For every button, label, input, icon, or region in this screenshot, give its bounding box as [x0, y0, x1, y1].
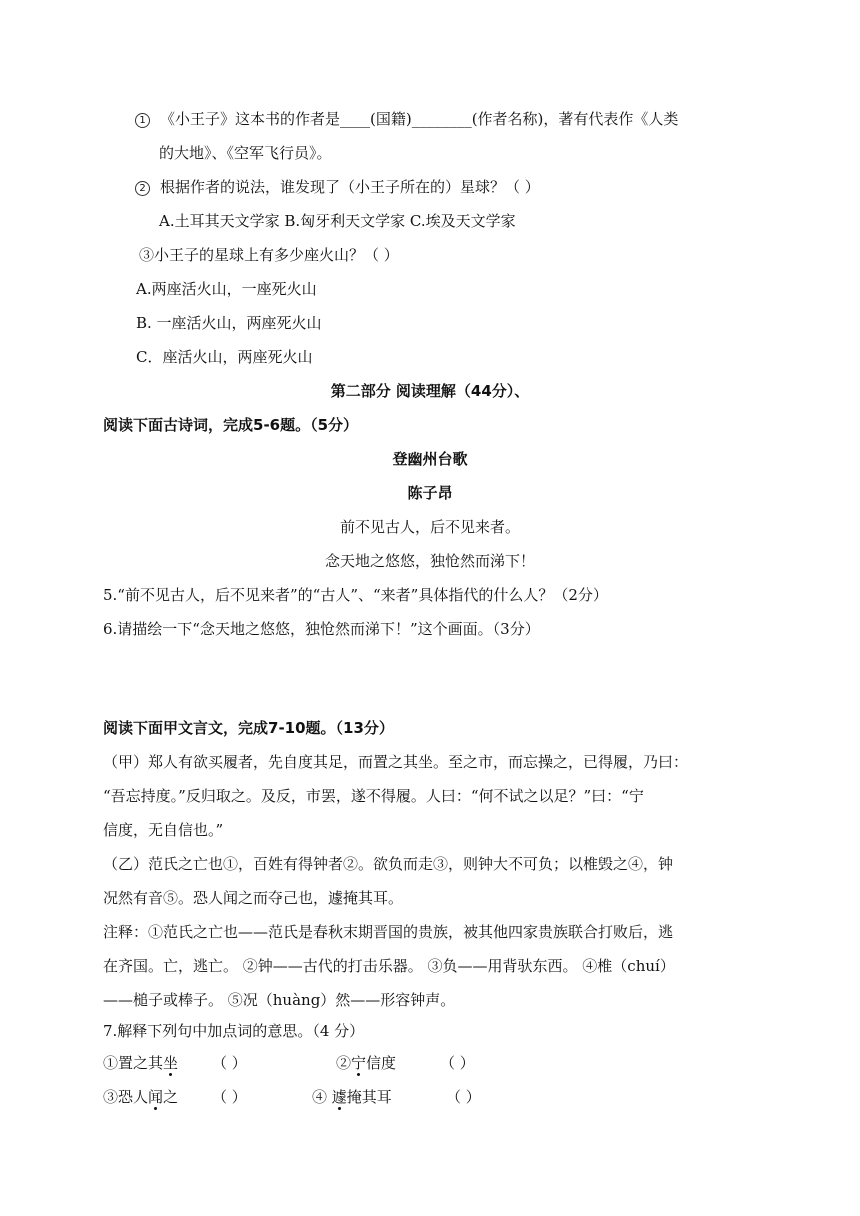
q7-item-4-blank: （ ） [446, 1088, 481, 1106]
passage-jia-line-1: （甲）郑人有欲买履者，先自度其足，而置之其坐。至之市，而忘操之，已得履，乃曰： [103, 753, 689, 771]
passage-yi-line-2: 况然有音⑤。恐人闻之而夺己也，遽掩其耳。 [103, 889, 404, 907]
poem-line-2: 念天地之悠悠，独怆然而涕下！ [324, 552, 535, 570]
part2-heading: 第二部分 阅读理解（44分）、 [330, 382, 530, 400]
dotted-char: 闻 [148, 1088, 164, 1106]
q7-item-1-blank: （ ） [212, 1054, 247, 1072]
passage-jia-line-2: “吾忘持度。”反归取之。及反，市罢，遂不得履。人曰：“何不试之以足？”曰：“宁 [103, 787, 644, 805]
poem-line-1: 前不见古人，后不见来者。 [339, 518, 520, 536]
poem-instructions: 阅读下面古诗词，完成5-6题。（5分） [103, 416, 359, 434]
question-7: 7.解释下列句中加点词的意思。（4 分） [103, 1022, 365, 1040]
q4-sub3-option-a: A.两座活火山，一座死火山 [136, 280, 317, 298]
notes-line-3: ——槌子或棒子。 ⑤况（huàng）然——形容钟声。 [103, 991, 456, 1009]
q7-item-3: ③恐人闻之 [103, 1088, 179, 1106]
q4-sub3-option-b: B. 一座活火山，两座死火山 [136, 314, 322, 332]
q4-sub3-option-c: C．座活火山，两座死火山 [136, 348, 313, 366]
question-5: 5.“前不见古人，后不见来者”的“古人”、“来者”具体指代的什么人？（2分） [103, 586, 608, 604]
q4-sub1-line1: 1 《小王子》这本书的作者是____(国籍)________(作者名称)，著有代表作《人类 [135, 108, 678, 130]
q7-item-1: ①置之其坐 [103, 1054, 179, 1072]
q7-item-3-blank: （ ） [212, 1088, 247, 1106]
question-6: 6.请描绘一下“念天地之悠悠，独怆然而涕下！”这个画面。（3分） [103, 620, 540, 638]
poem-title: 登幽州台歌 [392, 450, 468, 468]
poem-author: 陈子昂 [407, 484, 453, 502]
notes-line-2: 在齐国。亡，逃亡。 ②钟——古代的打击乐器。 ③负——用背驮东西。 ④椎（chuí） [103, 957, 675, 975]
dotted-char: 坐 [163, 1054, 179, 1072]
notes-line-1: 注释：①范氏之亡也——范氏是春秋末期晋国的贵族，被其他四家贵族联合打败后，逃 [103, 923, 674, 941]
dotted-char: 遽 [331, 1088, 347, 1106]
q7-item-4: ④ 遽掩其耳 [312, 1088, 392, 1106]
circled-number: 2 [135, 181, 150, 196]
q4-sub2-options: A.土耳其天文学家 B.匈牙利天文学家 C.埃及天文学家 [159, 212, 516, 230]
q4-sub2-question: 2 根据作者的说法，谁发现了（小王子所在的）星球？（ ） [135, 176, 540, 198]
circled-number: 1 [135, 113, 150, 128]
dotted-char: 宁 [351, 1054, 367, 1072]
q4-sub1-line2: 的大地》、《空军飞行员》。 [159, 144, 332, 162]
passage-jia-line-3: 信度，无自信也。” [103, 821, 224, 839]
q4-sub3-question: ③小王子的星球上有多少座火山？（ ） [139, 246, 399, 264]
classical-instructions: 阅读下面甲文言文，完成7-10题。（13分） [103, 719, 394, 737]
passage-yi-line-1: （乙）范氏之亡也①，百姓有得钟者②。欲负而走③，则钟大不可负；以椎毁之④，钟 [103, 855, 674, 873]
q7-item-2: ②宁信度 [336, 1054, 397, 1072]
q7-item-2-blank: （ ） [440, 1054, 475, 1072]
